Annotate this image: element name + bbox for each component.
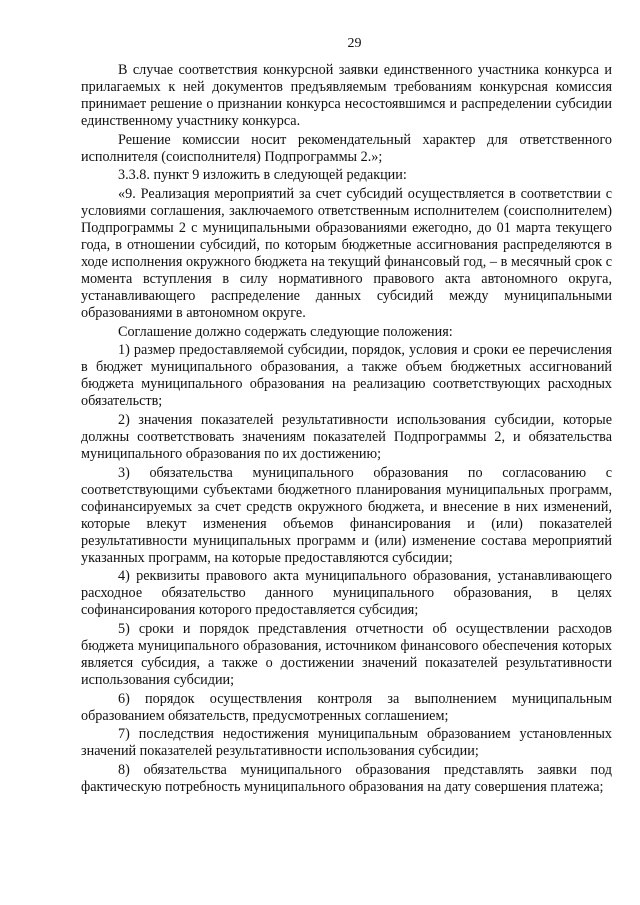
list-item-7: 7) последствия недостижения муниципальным образованием установленных значений показателей результативности использования субсидии;: [81, 726, 612, 760]
paragraph-commission-decision: Решение комиссии носит рекомендательный характер для ответственного исполнителя (соисполнителя) Подпрограммы 2.»;: [81, 131, 612, 165]
paragraph-point-9: «9. Реализация мероприятий за счет субсидий осуществляется в соответствии с условиями соглашения, заключаемого ответственным исполнителем (соисполнителем) Подпрограммы 2 с муниципальными образованиями ежегодно, до 01 марта текущего года, в отношении субсидий, по которым бюджетные ассигнования распределяются в ходе исполнения окружного бюджета на текущий финансовый год, – в месячный срок с момента вступления в силу нормативного правового акта автономного округа, устанавливающего распределение данных субсидий между муниципальными образованиями в автономном округе.: [81, 185, 612, 322]
paragraph-single-participant: В случае соответствия конкурсной заявки единственного участника конкурса и прилагаемых к ней документов предъявляемым требованиям конкурсная комиссия принимает решение о признании конкурса несостоявшимся и распределении субсидии единственному участнику конкурса.: [81, 62, 612, 130]
list-item-2: 2) значения показателей результативности использования субсидии, которые должны соответствовать значениям показателей Подпрограммы 2, и обязательства муниципального образования по их достижению;: [81, 411, 612, 463]
list-item-6: 6) порядок осуществления контроля за выполнением муниципальным образованием обязательств, предусмотренных соглашением;: [81, 690, 612, 724]
paragraph-agreement-intro: Соглашение должно содержать следующие положения:: [118, 323, 453, 340]
list-item-5: 5) сроки и порядок представления отчетности об осуществлении расходов бюджета муниципального образования, источником финансового обеспечения которых является субсидия, а также о достижении значений показателей результативности использования субсидии;: [81, 621, 612, 689]
list-item-8: 8) обязательства муниципального образования представлять заявки под фактическую потребность муниципального образования на дату совершения платежа;: [81, 761, 612, 795]
list-item-3: 3) обязательства муниципального образования по согласованию с соответствующими субъектами бюджетного планирования муниципальных программ, софинансируемых за счет средств окружного бюджета, и внесение в них изменений, которые влекут изменения объемов финансирования и (или) показателей результативности муниципальных программ и (или) изменение состава мероприятий указанных программ, на которые предоставляются субсидии;: [81, 464, 612, 566]
list-item-1: 1) размер предоставляемой субсидии, порядок, условия и сроки ее перечисления в бюджет муниципального образования, а также объем бюджетных ассигнований бюджета муниципального образования на реализацию соответствующих расходных обязательств;: [81, 342, 612, 410]
list-item-4: 4) реквизиты правового акта муниципального образования, устанавливающего расходное обязательство данного муниципального образования, в целях софинансирования которого предоставляется субсидия;: [81, 568, 612, 619]
paragraph-item-3-3-8: 3.3.8. пункт 9 изложить в следующей редакции:: [118, 167, 407, 184]
document-body: [81, 62, 612, 796]
page-number: 29: [347, 36, 362, 51]
